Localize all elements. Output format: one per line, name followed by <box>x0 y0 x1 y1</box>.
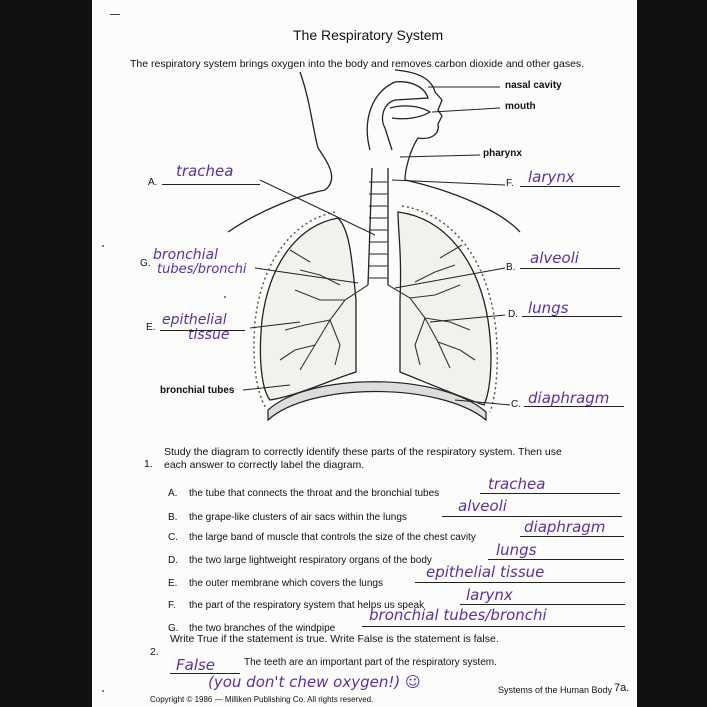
item-letter: A. <box>168 488 178 499</box>
item-text: the large band of muscle that controls the size of the chest cavity <box>189 532 476 543</box>
item-answer-line <box>520 536 624 537</box>
answer-letter-f: F. <box>506 178 514 189</box>
head-outline <box>300 72 332 190</box>
item-letter: C. <box>168 532 178 543</box>
footer-series: Systems of the Human Body <box>498 685 613 695</box>
question-1-number: 1. <box>144 458 153 470</box>
page-title: The Respiratory System <box>293 27 444 43</box>
question-2-statement: The teeth are an important part of the respiratory system. <box>244 657 497 668</box>
item-text: the two large lightweight respiratory organs of the body <box>189 555 432 566</box>
question-2-number: 2. <box>150 646 159 658</box>
item-answer: diaphragm <box>524 518 606 536</box>
answer-e-line2: tissue <box>188 327 230 343</box>
item-answer: alveoli <box>458 497 507 515</box>
question-1-text-2: each answer to correctly label the diagram. <box>164 459 365 471</box>
answer-c: diaphragm <box>528 389 610 407</box>
answer-letter-d: D. <box>508 309 518 320</box>
answer-d: lungs <box>528 299 569 317</box>
item-answer-line <box>415 582 625 583</box>
answer-letter-b: B. <box>506 262 516 273</box>
label-pharynx: pharynx <box>483 148 522 159</box>
answer-line-b <box>520 268 620 269</box>
item-text: the grape-like clusters of air sacs within the lungs <box>189 512 407 523</box>
item-answer-line <box>362 626 625 627</box>
label-nasal-cavity: nasal cavity <box>505 80 562 91</box>
item-answer: larynx <box>466 586 513 604</box>
answer-b: alveoli <box>530 249 579 267</box>
item-answer: trachea <box>488 475 546 493</box>
margin-dot <box>224 296 226 298</box>
item-text: the tube that connects the throat and the bronchial tubes <box>189 488 440 499</box>
answer-g-line2: tubes/bronchi <box>157 262 247 277</box>
answer-g-line1: bronchial <box>153 247 219 263</box>
question-2-text: Write True if the statement is true. Write False is the statement is false. <box>170 633 499 645</box>
right-lung <box>398 212 491 405</box>
left-lung <box>260 218 356 400</box>
neck-left <box>228 190 325 232</box>
margin-dot <box>102 245 104 247</box>
item-text: the two branches of the windpipe <box>189 623 336 634</box>
footer-copyright: Copyright © 1986 — Milliken Publishing Co. All rights reserved. <box>150 695 374 704</box>
item-answer-line <box>442 516 622 517</box>
item-answer-line <box>488 559 624 560</box>
answer-line-a <box>162 184 260 185</box>
item-answer: bronchial tubes/bronchi <box>369 606 547 624</box>
answer-letter-e: E. <box>146 322 156 333</box>
answer-letter-c: C. <box>511 399 521 410</box>
item-answer: lungs <box>496 541 537 559</box>
answer-line-d <box>522 316 622 317</box>
item-answer-line <box>480 493 620 494</box>
item-letter: B. <box>168 512 178 523</box>
answer-letter-a: A. <box>148 177 158 188</box>
trachea-left <box>368 168 372 285</box>
answer-e-line1: epithelial <box>162 312 227 328</box>
question-2-answer: False <box>176 656 216 674</box>
label-mouth: mouth <box>505 101 536 112</box>
item-letter: F. <box>168 600 176 611</box>
item-answer-line <box>460 604 625 605</box>
item-text: the outer membrane which covers the lungs <box>189 578 383 589</box>
answer-line-c <box>524 406 624 407</box>
nasal-cavity-shape <box>367 82 428 150</box>
margin-dot <box>102 690 104 692</box>
item-letter: D. <box>168 555 178 566</box>
item-letter: G. <box>168 623 179 634</box>
item-answer: epithelial tissue <box>426 563 545 581</box>
answer-a: trachea <box>176 162 234 180</box>
item-letter: E. <box>168 578 178 589</box>
mouth-shape <box>390 106 430 119</box>
answer-line-f <box>520 186 620 187</box>
question-1-text-1: Study the diagram to correctly identify these parts of the respiratory system. Then use <box>164 446 562 458</box>
answer-f: larynx <box>528 168 575 186</box>
item-text: the part of the respiratory system that helps us speak <box>189 600 425 611</box>
question-2-note: (you don't chew oxygen!) ☺ <box>208 673 421 691</box>
answer-line-e <box>160 330 245 331</box>
label-bronchial-tubes: bronchial tubes <box>160 385 235 396</box>
intro-text: The respiratory system brings oxygen into the body and removes carbon dioxide and other gases. <box>130 58 585 70</box>
footer-page-number: 7a. <box>614 682 630 694</box>
answer-letter-g: G. <box>140 258 151 269</box>
